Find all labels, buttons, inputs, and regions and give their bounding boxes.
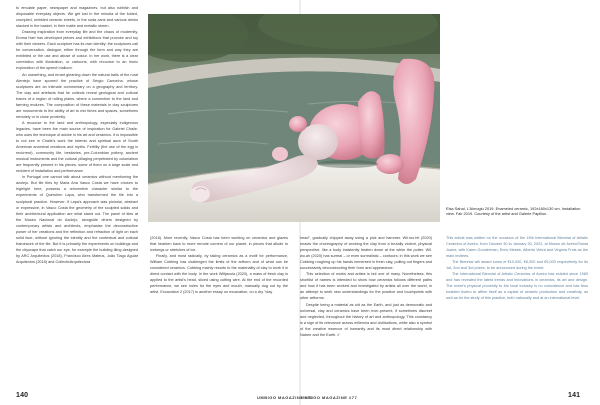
biennial-note: This article was written on the occasion of the 15th International Biennial of Artistic Ceramics of Aveiro, from October 30 to January 30, 2022, at Museu de Aveiro/Santa Joana, with Karen Gunderman, Enric Mestre, Alberto Vieira and Virgínia Frois as the main invitees.: [446, 236, 588, 259]
paragraph: This selection of works and artists is but one of many. Nonetheless, this shortlist of names is intended to show how ceramics follows different paths and how it has been worked and investigated by artists all over the world, in an attempt to seek new understandings for the practice and touchpoints with other artforms.: [300, 272, 432, 301]
magazine-name-right: UMBIGO MAGAZINE #77: [301, 395, 358, 400]
paragraph: Drawing inspiration from everyday life and the chaos of modernity, Emma Hart has developed pieces and exhibitions that provoke and toy with their viewers. Each sculpture has its own identity; the sculptures call for conversation, dialogue, either through the form and way they are exhibited or the use and abuse of colour. In her work, there is a clear correlation with illustration, or cartoons, with recourse to an ironic exploration of the speech balloon.: [16, 30, 138, 71]
paragraph: to emulate paper, newspaper and magazines, but also rubbish and disposable everyday objects. We get lost in the minutia of the folded, crumpled, wrinkled ceramic sheets, in the soda cans and various drinks stacked in the basket, in their matte and metallic sheen.: [16, 6, 138, 29]
paragraph: In Portugal one cannot talk about ceramics without mentioning the azulejo. But tile tiles by Maria Ana Vasco Costa we have chosen to highlight here, possess a reinventive character similar to the experiments of Querubim Lapa, who transformed the tile into a sculptural practice. However, if Lapa's approach was pictorial, abstract or expressive, in Vasco Costa the geometry of the sculpted solids and their architectural application are what stand out. The panel of tiles at the Museu Nacional do Azulejo, alongside others designed by contemporary artists and architects, emphasise the deconstructive power of her creations and the reflection and refraction of light on each solid face, without ignoring the identity and the contextual and cultural framework of the tile. But it is primarily the experiments on buildings and the cityscape that catch our eye, for example the building tiling designed by ARC Arquitectos (2018), Francisco Aires Mateus, João Tiago Aguiar Arquitectos (2018) and CollectivArquitectura: [16, 175, 138, 264]
paragraph: An unearthing, and errant gleaning down the natural trails of the rural Alentejo have spurred the practice of Sérgio Carronha, whose sculptures are an intimate commentary on a geography and territory. The clay and artefacts that he collects reveal geological and cultural traces of a region of rolling plains, where a connection to the land and farming endures. The composition of these materials in clay sculptures are monuments to the ability of art to mix times and spaces, sometimes remotely or in close proximity.: [16, 72, 138, 119]
right-page-column-2: [446, 235, 588, 302]
photo-caption: Elsa Sahal, L'Almogiu 2019. Enameled ceramic, 192x160x130 cm. Installation view. Fair 2019. Courtesy of the artist and Galerie Papillon.: [446, 206, 581, 217]
paragraph: A recourse to the land and anthropology, especially indigenous legacies, have been the main source of inspiration for Gabriel Chaile, who uses the technique of adobe in his art and ceramics. It is impossible to not see in Chaile's work the totemic and spiritual aura of South American ancestral creations and myths. Fertility (the use of the egg is recurrent), community life, bestiaries, pre-Columbian pottery, ancient musical instruments and the cultural pillaging perpetrated by colonialism are frequently present in his pieces, some of them on a large scale and redolent of installation and performance.: [16, 120, 138, 174]
paragraph: Despite being a material as old as the Earth, and just as democratic and universal, clay and ceramics have been ever-present, if sometimes discreet and neglected, throughout the history of art and anthropology. This constancy is a sign of its relevance across millennia and civilisations, while also a symbol of the creative essence of humanity and its most direct relationship with Nature and the Earth. //: [300, 302, 432, 337]
magazine-name-left: UMBIGO MAGAZINE #77: [257, 395, 314, 400]
left-page-column-2: [150, 235, 288, 295]
biennial-note: The Biennial will award sums of €10,000, €6,000 and €5,000 respectively for its 1st, 2nd and 3rd prizes, to be announced during the event.: [446, 260, 588, 271]
page-number-right: 141: [568, 392, 581, 399]
biennial-note: The International Biennial of Artistic Ceramics of Aveiro has existed since 1989 and has revealed the latest trends and innovations in ceramics, its art and design. The event's physical proximity to the local industry is no coincidence and has thus enabled Aveiro to affirm itself as a capital of ceramic production and creativity, as well as for the study of this practice, both nationally and at an international level.: [446, 272, 588, 301]
sculpture-photo: [148, 14, 440, 222]
left-page-column-1: [16, 5, 138, 395]
paragraph: head", gradually chipped away using a pick and hammer. Wil.mo.hit (2020) enacts the choreography of working the clay from a brutally violent, physical perspective, like a body insistently beaten down at the whim the potter. Wil. wo.ah (2020) has surreal – or even surrealistic – contours; in this work we see Cobbing roughing up his hands immersed in fresh clay, pulling out fingers and successively deconstructing their form and appearance.: [300, 236, 432, 271]
paragraph: (2018). More recently, Vasco Costa has been working on ceramics and glazes that hearken back to more remote corners of our planet, in pieces that allude to icebergs or stretches of ice.: [150, 236, 288, 253]
page-number-left: 140: [16, 392, 29, 399]
right-page-column-1: [300, 235, 432, 338]
paragraph: Finally, and most radically, by taking ceramics as a motif for performance, William Cobbing has challenged the limits of the artform and of what can be considered ceramics. Cobbing mainly resorts to the materiality of clay to work it in direct contact with the body. In the work Wiltjacula (2020), a mass of fresh clay is applied to the artist's head, sliced using cutting wire. At the end of the recorded performance, we see holes for the eyes and mouth, manually dug out by the artist. Excavation 2 (2017) is another essay on excavation, on a dry "clay: [150, 254, 288, 295]
sculpture-image: [148, 14, 440, 222]
